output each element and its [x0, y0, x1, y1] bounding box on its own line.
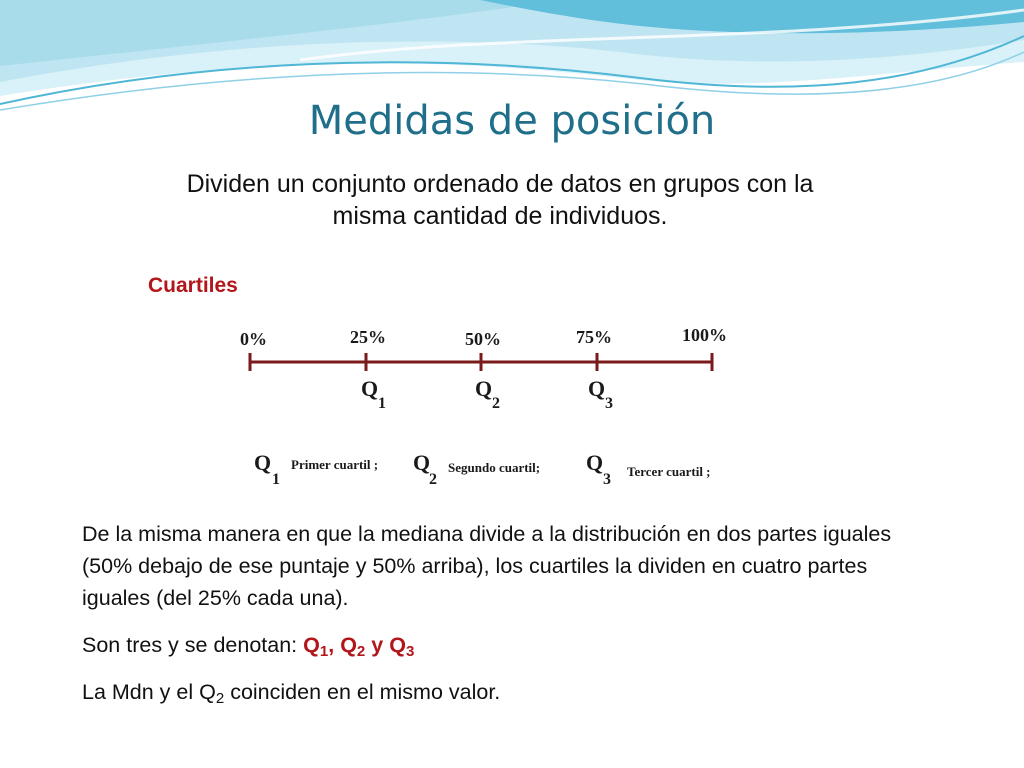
notation-q2 [340, 633, 366, 660]
median-q2-index: 2 [215, 689, 225, 707]
legend-q1-index: 1 [272, 471, 280, 488]
percent-label-0: 0% [240, 329, 267, 349]
percent-label-100: 100% [682, 325, 727, 345]
legend-q3-text: Tercer cuartil ; [627, 464, 711, 479]
quartile-mark-q2-index: 2 [492, 395, 500, 412]
quartile-mark-q1-index: 1 [378, 395, 386, 412]
paragraph-median-q2 [82, 676, 912, 708]
legend-q2-letter: Q [413, 450, 431, 475]
median-text-before: La Mdn y el Q [82, 680, 216, 704]
legend-q3-letter: Q [586, 450, 604, 475]
legend-q2-index: 2 [429, 471, 437, 488]
quartile-mark-q3-letter: Q [588, 376, 606, 401]
section-label-cuartiles: Cuartiles [148, 274, 238, 297]
notation-q1-letter: Q [303, 633, 320, 657]
percent-label-50: 50% [465, 329, 501, 349]
percent-label-25: 25% [350, 327, 386, 347]
notation-q3 [389, 633, 415, 660]
quartile-mark-q1-letter: Q [361, 376, 379, 401]
notation-q2-index: 2 [356, 642, 366, 660]
notation-q3-letter: Q [389, 633, 406, 657]
notation-prefix: Son tres y se denotan: [82, 633, 304, 657]
slide-title: Medidas de posición [308, 98, 716, 144]
median-text-after: coinciden en el mismo valor. [224, 680, 501, 704]
notation-y: y [365, 633, 390, 657]
notation-q1 [303, 633, 329, 660]
quartile-diagram [216, 318, 820, 496]
notation-q3-index: 3 [405, 642, 415, 660]
notation-q2-letter: Q [340, 633, 357, 657]
notation-comma: , [328, 633, 341, 657]
slide-subtitle: Dividen un conjunto ordenado de datos en grupos con la misma cantidad de individuos. [186, 170, 814, 230]
quartile-mark-q3-index: 3 [605, 395, 613, 412]
legend-q1-letter: Q [254, 450, 272, 475]
quartile-mark-q2-letter: Q [475, 376, 493, 401]
legend-q2-text: Segundo cuartil; [448, 460, 541, 475]
percent-label-75: 75% [576, 327, 612, 347]
legend-q1-text: Primer cuartil ; [291, 457, 379, 472]
legend-q3-index: 3 [603, 471, 611, 488]
paragraph-quartiles-explanation: De la misma manera en que la mediana divide a la distribución en dos partes iguales (50% debajo de ese puntaje y 50% arriba), los cuartiles la dividen en cuatro partes iguales (del 25% cada una). [82, 522, 892, 610]
paragraph-quartiles-notation [82, 629, 912, 661]
notation-q1-index: 1 [319, 642, 329, 660]
